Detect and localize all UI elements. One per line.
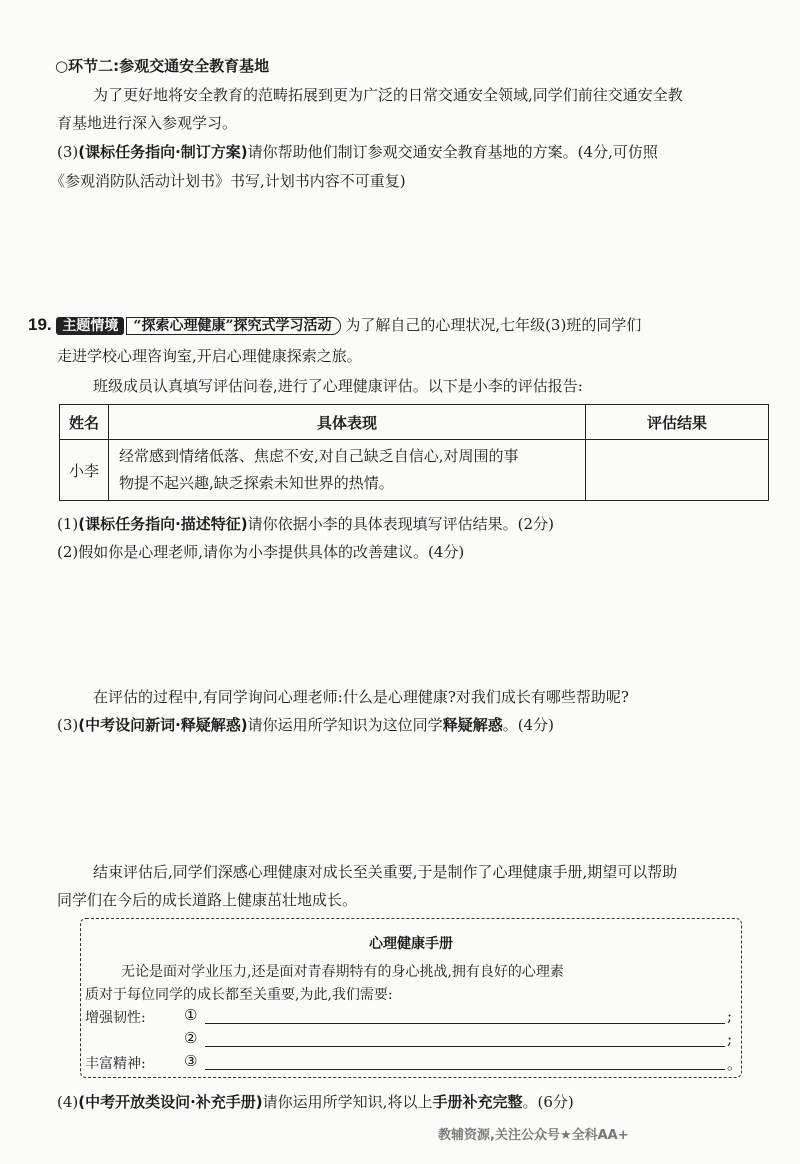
question-keyword: 释疑解惑 [442,716,503,734]
handbook-body-line: 无论是面对学业压力,还是面对青春期特有的身心挑战,拥有良好的心理素 [121,964,564,980]
section-heading: ○环节二:参观交通安全教育基地 [55,57,270,75]
handbook-body-line: 质对于每位同学的成长都至关重要,为此,我们需要: [85,987,393,1003]
performance-line: 物提不起兴趣,缺乏探索未知世界的热情。 [119,474,394,492]
label-spirit: 丰富精神: [85,1056,146,1072]
section-intro-line: 育基地进行深入参观学习。 [57,114,238,132]
punctuation: 。 [727,1055,743,1073]
punctuation: ; [727,1007,733,1025]
question-text: 。(4分) [502,716,554,734]
question-text: 请你帮助他们制订参观交通安全教育基地的方案。(4分,可仿照 [247,143,658,161]
question-intro-cont: 走进学校心理咨询室,开启心理健康探索之旅。 [57,347,362,365]
cell-name: 小李 [60,440,109,501]
answer-blank[interactable] [205,1023,725,1024]
handbook-title: 心理健康手册 [369,936,453,952]
item-marker: ① [184,1006,198,1024]
task-tag: (中考开放类设问·补充手册) [78,1093,263,1111]
task-tag: (中考设问新词·释疑解惑) [78,716,248,734]
question-intro: 为了解自己的心理状况,七年级(3)班的同学们 [345,316,642,334]
question-number: 19. [28,315,52,334]
question-prefix: (4) [57,1093,79,1111]
question-prefix: (3) [57,716,79,734]
handbook-intro-line: 同学们在今后的成长道路上健康茁壮地成长。 [57,891,358,909]
performance-line: 经常感到情绪低落、焦虑不安,对自己缺乏自信心,对周围的事 [119,447,519,465]
task-tag: (课标任务指向·描述特征) [78,515,248,533]
footer-watermark: 教辅资源,关注公众号★全科AA+ [438,1128,629,1143]
question-text: 请你运用所学知识为这位同学 [247,716,443,734]
theme-tag: 主题情境 [56,317,124,335]
punctuation: ; [727,1030,733,1048]
header-result: 评估结果 [586,405,769,440]
survey-text: 班级成员认真填写评估问卷,进行了心理健康评估。以下是小李的评估报告: [93,377,583,395]
item-marker: ③ [184,1052,198,1070]
question-2-line: (2)假如你是心理老师,请你为小李提供具体的改善建议。(4分) [57,543,465,561]
item-marker: ② [184,1029,198,1047]
answer-blank[interactable] [205,1069,725,1070]
label-resilience: 增强韧性: [85,1010,146,1026]
question-text: 。(6分) [522,1093,574,1111]
question-text: 请你运用所学知识,将以上 [262,1093,433,1111]
activity-tag: “探索心理健康”探究式学习活动 [126,317,340,335]
question-1-line [57,513,554,534]
question-text: 请你依据小李的具体表现填写评估结果。(2分) [247,515,554,533]
header-performance: 具体表现 [109,405,586,440]
header-name: 姓名 [60,405,109,440]
table-header-row [60,405,769,440]
question-prefix: (3) [57,143,79,161]
answer-blank[interactable] [205,1046,725,1047]
handbook-box [80,918,742,1078]
section-intro-line: 为了更好地将安全教育的范畴拓展到更为广泛的日常交通安全领域,同学们前往交通安全教 [93,86,683,104]
assessment-table [59,404,769,501]
consult-text: 在评估的过程中,有同学询问心理老师:什么是心理健康?对我们成长有哪些帮助呢? [93,688,629,706]
task-tag: (课标任务指向·制订方案) [78,143,248,161]
question-text-cont: 《参观消防队活动计划书》书写,计划书内容不可重复) [50,172,406,190]
question-3-line [57,141,658,162]
question-19-header [28,314,641,335]
table-row [60,440,769,501]
handbook-intro-line: 结束评估后,同学们深感心理健康对成长至关重要,于是制作了心理健康手册,期望可以帮助 [93,863,678,881]
cell-performance [109,440,586,501]
question-3-line [57,714,554,735]
question-keyword: 手册补充完整 [432,1093,523,1111]
question-prefix: (1) [57,515,79,533]
cell-result[interactable] [586,440,769,501]
question-4-line [57,1091,574,1112]
